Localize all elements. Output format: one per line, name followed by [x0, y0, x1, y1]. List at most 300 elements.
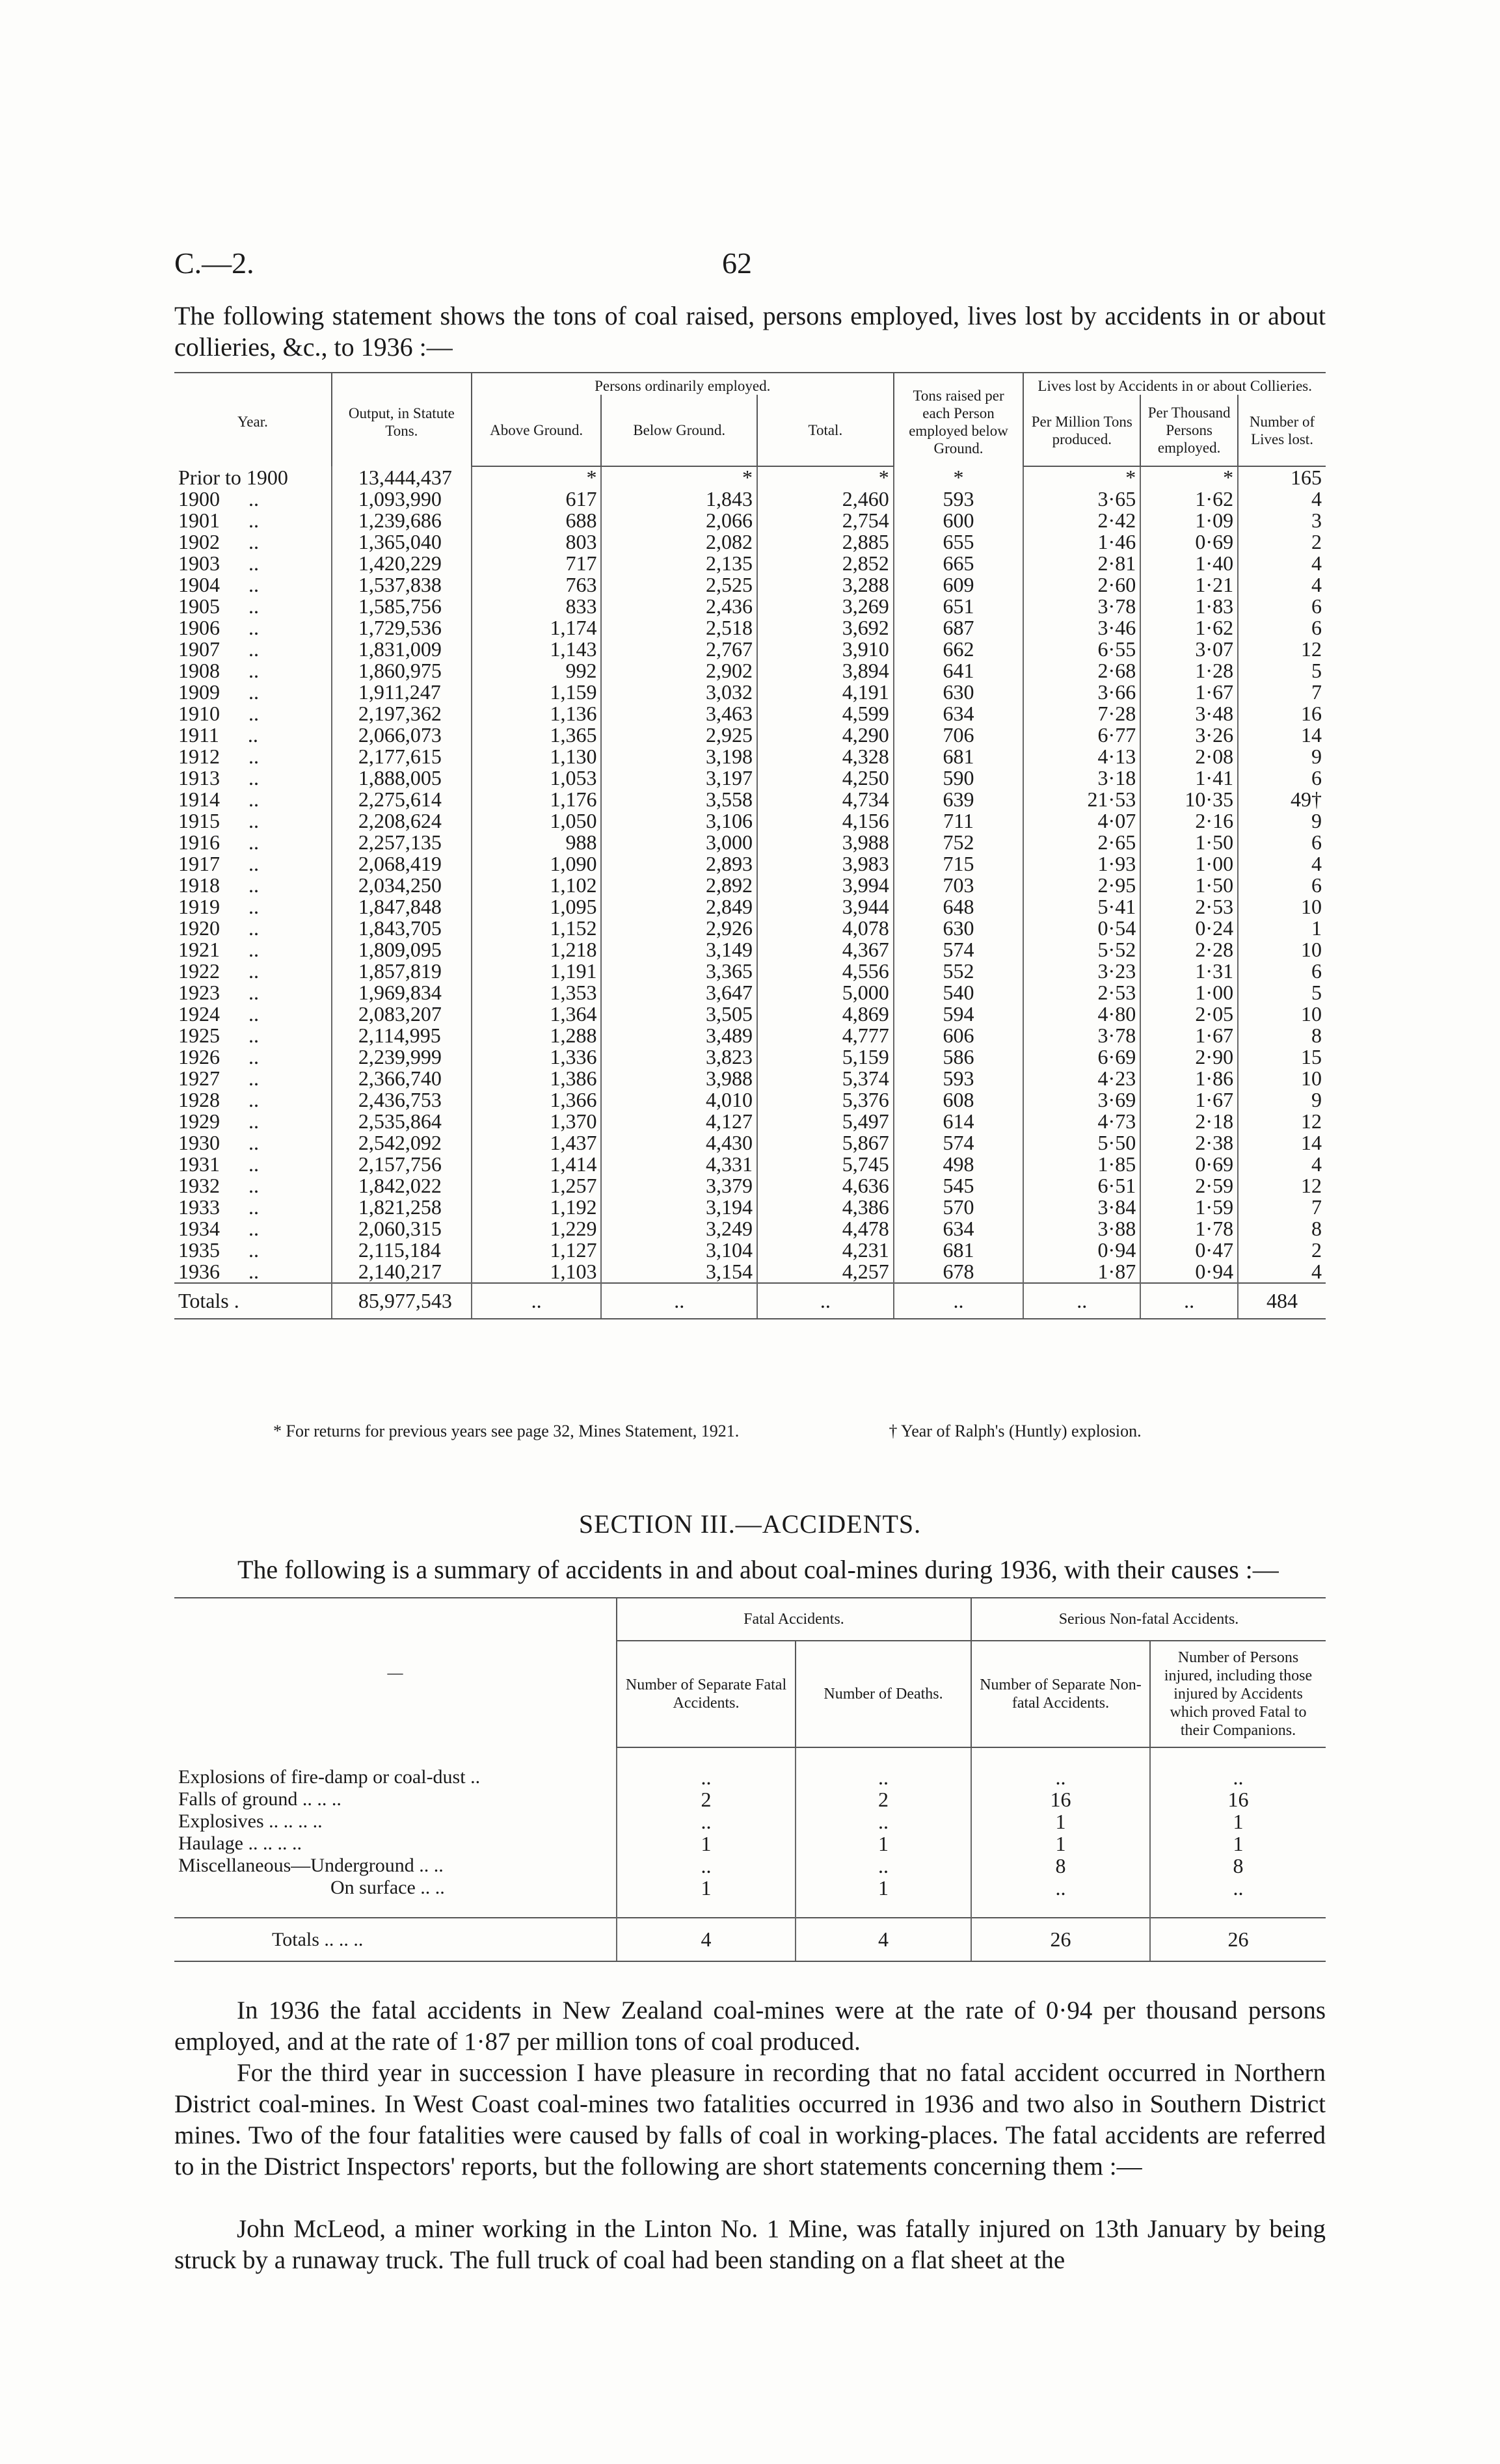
- output-cell: 2,436,753: [332, 1089, 472, 1111]
- output-cell: 2,239,999: [332, 1046, 472, 1068]
- table-row: [174, 1046, 1326, 1068]
- below-ground-cell: 3,505: [601, 1003, 757, 1025]
- output-cell: 2,208,624: [332, 810, 472, 832]
- table-row: [174, 1003, 1326, 1025]
- per-million-cell: 6·69: [1023, 1046, 1140, 1068]
- per-million-cell: 3·23: [1023, 960, 1140, 982]
- above-ground-cell: 1,366: [472, 1089, 602, 1111]
- output-cell: 1,729,536: [332, 617, 472, 639]
- year-cell: 1927 ..: [178, 1066, 259, 1090]
- below-ground-cell: *: [601, 466, 757, 488]
- output-cell: 1,857,819: [332, 960, 472, 982]
- table-row: [174, 703, 1326, 724]
- persons-injured-cell: 8: [1150, 1855, 1326, 1877]
- table-row: [174, 1261, 1326, 1283]
- output-cell: 1,911,247: [332, 682, 472, 703]
- per-thousand-cell: 3·48: [1140, 703, 1238, 724]
- per-million-cell: 6·51: [1023, 1175, 1140, 1197]
- accident-row: [174, 1766, 1326, 1788]
- tons-raised-cell: 665: [894, 553, 1024, 574]
- below-ground-cell: 3,249: [601, 1218, 757, 1239]
- tons-raised-cell: 608: [894, 1089, 1024, 1111]
- table-row: [174, 1239, 1326, 1261]
- year-cell: 1904 ..: [178, 573, 259, 596]
- tons-raised-cell: 606: [894, 1025, 1024, 1046]
- section-title: SECTION III.—ACCIDENTS.: [578, 1509, 922, 1539]
- table-row: [174, 789, 1326, 810]
- table-row: [174, 896, 1326, 918]
- above-ground-cell: 1,414: [472, 1154, 602, 1175]
- intro-paragraph: The following statement shows the tons of coal raised, persons employed, lives lost by accidents in or about collieries, &c., to 1936 :—: [174, 301, 1326, 362]
- cause-label: Explosions of fire-damp or coal-dust ..: [178, 1766, 481, 1788]
- tons-raised-cell: 687: [894, 617, 1024, 639]
- below-ground-cell: 2,767: [601, 639, 757, 660]
- deaths-cell: 1: [796, 1877, 971, 1899]
- tons-raised-cell: 651: [894, 596, 1024, 617]
- lives-lost-cell: 6: [1238, 832, 1326, 853]
- totals-output: 85,977,543: [332, 1283, 472, 1319]
- total-cell: 4,156: [757, 810, 894, 832]
- year-cell: 1908 ..: [178, 659, 259, 682]
- tons-raised-cell: 655: [894, 531, 1024, 553]
- year-cell: Prior to 1900: [178, 465, 288, 489]
- output-cell: 2,197,362: [332, 703, 472, 724]
- per-thousand-cell: 1·09: [1140, 510, 1238, 531]
- separate-fatal-cell: ..: [617, 1855, 796, 1877]
- below-ground-cell: 3,463: [601, 703, 757, 724]
- table-row: [174, 832, 1326, 853]
- accident-totals-label: Totals .. .. ..: [174, 1918, 617, 1961]
- per-thousand-cell: 0·69: [1140, 531, 1238, 553]
- tons-raised-cell: 630: [894, 918, 1024, 939]
- below-ground-cell: 3,154: [601, 1261, 757, 1283]
- per-million-cell: 3·69: [1023, 1089, 1140, 1111]
- accident-row: [174, 1788, 1326, 1810]
- footnote-dagger: † Year of Ralph's (Huntly) explosion.: [889, 1422, 1142, 1440]
- lives-lost-cell: 6: [1238, 875, 1326, 896]
- per-million-cell: 4·07: [1023, 810, 1140, 832]
- per-million-cell: 21·53: [1023, 789, 1140, 810]
- table-row: [174, 639, 1326, 660]
- table-row: [174, 1197, 1326, 1218]
- cause-label: On surface .. ..: [330, 1877, 445, 1898]
- below-ground-cell: 4,127: [601, 1111, 757, 1132]
- total-cell: 4,599: [757, 703, 894, 724]
- accident-totals-cell: 4: [796, 1918, 971, 1961]
- tons-raised-cell: 545: [894, 1175, 1024, 1197]
- above-ground-cell: 1,365: [472, 724, 602, 746]
- per-thousand-cell: 1·40: [1140, 553, 1238, 574]
- spacer-row: [174, 1747, 1326, 1766]
- year-cell: 1917 ..: [178, 852, 259, 875]
- year-cell: 1930 ..: [178, 1131, 259, 1154]
- output-cell: 2,066,073: [332, 724, 472, 746]
- per-million-cell: 2·68: [1023, 660, 1140, 682]
- col-number-lost: Number of Lives lost.: [1238, 395, 1326, 466]
- lives-lost-cell: 7: [1238, 682, 1326, 703]
- above-ground-cell: 1,174: [472, 617, 602, 639]
- per-thousand-cell: 2·53: [1140, 896, 1238, 918]
- accident-totals-cell: 26: [1150, 1918, 1326, 1961]
- cause-label: Miscellaneous—Underground .. ..: [178, 1855, 444, 1876]
- per-million-cell: 3·66: [1023, 682, 1140, 703]
- col-cause: —: [174, 1598, 617, 1747]
- col-lives-lost-group: Lives lost by Accidents in or about Collieries.: [1023, 373, 1326, 395]
- per-million-cell: 3·78: [1023, 596, 1140, 617]
- deaths-cell: 2: [796, 1788, 971, 1810]
- total-cell: 5,000: [757, 982, 894, 1003]
- table-row: [174, 939, 1326, 960]
- lives-lost-cell: 12: [1238, 639, 1326, 660]
- below-ground-cell: 3,032: [601, 682, 757, 703]
- per-thousand-cell: 2·08: [1140, 746, 1238, 767]
- tons-raised-cell: 641: [894, 660, 1024, 682]
- above-ground-cell: 1,191: [472, 960, 602, 982]
- tons-raised-cell: 681: [894, 1239, 1024, 1261]
- deaths-cell: 1: [796, 1833, 971, 1855]
- total-cell: 3,994: [757, 875, 894, 896]
- tons-raised-cell: 703: [894, 875, 1024, 896]
- year-cell: 1905 ..: [178, 594, 259, 618]
- year-cell: 1932 ..: [178, 1174, 259, 1197]
- tons-raised-cell: 715: [894, 853, 1024, 875]
- above-ground-cell: 1,102: [472, 875, 602, 896]
- total-cell: 5,867: [757, 1132, 894, 1154]
- lives-lost-cell: 16: [1238, 703, 1326, 724]
- table-row: [174, 918, 1326, 939]
- below-ground-cell: 3,823: [601, 1046, 757, 1068]
- below-ground-cell: 2,892: [601, 875, 757, 896]
- year-cell: 1902 ..: [178, 530, 259, 553]
- separate-nonfatal-cell: 16: [971, 1788, 1150, 1810]
- output-cell: 1,809,095: [332, 939, 472, 960]
- col-serious-group: Serious Non-fatal Accidents.: [971, 1598, 1326, 1641]
- output-cell: 2,068,419: [332, 853, 472, 875]
- tons-raised-cell: 648: [894, 896, 1024, 918]
- tons-raised-cell: 634: [894, 1218, 1024, 1239]
- output-cell: 2,257,135: [332, 832, 472, 853]
- per-thousand-cell: 0·69: [1140, 1154, 1238, 1175]
- table-row: [174, 1089, 1326, 1111]
- tons-raised-cell: 752: [894, 832, 1024, 853]
- total-cell: 4,636: [757, 1175, 894, 1197]
- per-thousand-cell: 1·41: [1140, 767, 1238, 789]
- year-cell: 1935 ..: [178, 1238, 259, 1262]
- lives-lost-cell: 10: [1238, 896, 1326, 918]
- separate-fatal-cell: ..: [617, 1810, 796, 1833]
- lives-lost-cell: 9: [1238, 746, 1326, 767]
- total-cell: 4,869: [757, 1003, 894, 1025]
- totals-cell: ..: [601, 1283, 757, 1319]
- per-million-cell: 4·73: [1023, 1111, 1140, 1132]
- below-ground-cell: 4,010: [601, 1089, 757, 1111]
- deaths-cell: ..: [796, 1810, 971, 1833]
- above-ground-cell: 1,050: [472, 810, 602, 832]
- cause-label: Haulage .. .. .. ..: [178, 1833, 302, 1854]
- per-thousand-cell: 2·16: [1140, 810, 1238, 832]
- lives-lost-cell: 8: [1238, 1218, 1326, 1239]
- per-thousand-cell: 10·35: [1140, 789, 1238, 810]
- lives-lost-cell: 2: [1238, 1239, 1326, 1261]
- per-million-cell: 6·77: [1023, 724, 1140, 746]
- lives-lost-cell: 5: [1238, 982, 1326, 1003]
- above-ground-cell: 1,090: [472, 853, 602, 875]
- per-million-cell: 1·93: [1023, 853, 1140, 875]
- total-cell: 5,374: [757, 1068, 894, 1089]
- below-ground-cell: 3,104: [601, 1239, 757, 1261]
- per-thousand-cell: 1·00: [1140, 853, 1238, 875]
- above-ground-cell: *: [472, 466, 602, 488]
- lives-lost-cell: 10: [1238, 1068, 1326, 1089]
- per-thousand-cell: 1·62: [1140, 617, 1238, 639]
- persons-injured-cell: 1: [1150, 1833, 1326, 1855]
- paragraph-districts: For the third year in succession I have pleasure in recording that no fatal accident occurred in Northern District coal-mines. In West Coast coal-mines two fatalities occurred in 1936 and two also in Southern District mines. Two of the four fatalities were caused by falls of coal in working-places. The fatal accidents are referred to in the District Inspectors' reports, but the following are short statements concerning them :—: [174, 2059, 1326, 2180]
- above-ground-cell: 763: [472, 574, 602, 596]
- total-cell: 5,376: [757, 1089, 894, 1111]
- lives-lost-cell: 4: [1238, 1261, 1326, 1283]
- output-cell: 1,365,040: [332, 531, 472, 553]
- lives-lost-cell: 6: [1238, 767, 1326, 789]
- table-row: [174, 574, 1326, 596]
- year-cell: 1918 ..: [178, 873, 259, 897]
- cause-label: Explosives .. .. .. ..: [178, 1810, 323, 1832]
- accident-row: [174, 1877, 1326, 1899]
- totals-cell: ..: [757, 1283, 894, 1319]
- year-cell: 1913 ..: [178, 766, 259, 789]
- per-million-cell: 1·87: [1023, 1261, 1140, 1283]
- per-thousand-cell: 2·90: [1140, 1046, 1238, 1068]
- table-row: [174, 617, 1326, 639]
- separate-nonfatal-cell: ..: [971, 1877, 1150, 1899]
- year-cell: 1919 ..: [178, 895, 259, 918]
- year-cell: 1920 ..: [178, 916, 259, 940]
- above-ground-cell: 1,364: [472, 1003, 602, 1025]
- year-cell: 1928 ..: [178, 1088, 259, 1111]
- total-cell: 2,852: [757, 553, 894, 574]
- per-million-cell: 6·55: [1023, 639, 1140, 660]
- output-cell: 1,821,258: [332, 1197, 472, 1218]
- total-cell: 3,894: [757, 660, 894, 682]
- year-cell: 1903 ..: [178, 551, 259, 575]
- spacer-row: [174, 1899, 1326, 1918]
- above-ground-cell: 1,130: [472, 746, 602, 767]
- per-million-cell: 2·65: [1023, 832, 1140, 853]
- per-million-cell: *: [1023, 466, 1140, 488]
- per-thousand-cell: *: [1140, 466, 1238, 488]
- persons-injured-cell: ..: [1150, 1877, 1326, 1899]
- per-thousand-cell: 3·26: [1140, 724, 1238, 746]
- paragraph-rates: In 1936 the fatal accidents in New Zealand coal-mines were at the rate of 0·94 per thousand persons employed, and at the rate of 1·87 per million tons of coal produced.: [174, 1996, 1326, 2056]
- total-cell: 3,288: [757, 574, 894, 596]
- total-cell: 4,386: [757, 1197, 894, 1218]
- per-million-cell: 0·94: [1023, 1239, 1140, 1261]
- output-cell: 1,537,838: [332, 574, 472, 596]
- lives-lost-cell: 9: [1238, 810, 1326, 832]
- total-cell: 3,269: [757, 596, 894, 617]
- year-cell: 1907 ..: [178, 637, 259, 661]
- table-row: [174, 746, 1326, 767]
- output-cell: 2,060,315: [332, 1218, 472, 1239]
- col-per-million: Per Million Tons produced.: [1023, 395, 1140, 466]
- tons-raised-cell: 574: [894, 939, 1024, 960]
- table-row: [174, 1154, 1326, 1175]
- below-ground-cell: 2,849: [601, 896, 757, 918]
- lives-lost-cell: 12: [1238, 1111, 1326, 1132]
- separate-fatal-cell: 2: [617, 1788, 796, 1810]
- table-row: [174, 1025, 1326, 1046]
- year-cell: 1916 ..: [178, 830, 259, 854]
- tons-raised-cell: 540: [894, 982, 1024, 1003]
- per-thousand-cell: 0·24: [1140, 918, 1238, 939]
- lives-lost-cell: 6: [1238, 617, 1326, 639]
- output-cell: 1,969,834: [332, 982, 472, 1003]
- below-ground-cell: 2,902: [601, 660, 757, 682]
- persons-injured-cell: 1: [1150, 1810, 1326, 1833]
- output-cell: 2,140,217: [332, 1261, 472, 1283]
- totals-label: Totals .: [174, 1283, 332, 1319]
- above-ground-cell: 1,095: [472, 896, 602, 918]
- total-cell: 4,777: [757, 1025, 894, 1046]
- year-cell: 1910 ..: [178, 702, 259, 725]
- lives-lost-cell: 6: [1238, 960, 1326, 982]
- above-ground-cell: 1,143: [472, 639, 602, 660]
- output-cell: 1,843,705: [332, 918, 472, 939]
- table-row: [174, 724, 1326, 746]
- per-million-cell: 5·50: [1023, 1132, 1140, 1154]
- tons-raised-cell: 586: [894, 1046, 1024, 1068]
- per-thousand-cell: 3·07: [1140, 639, 1238, 660]
- table-row: [174, 682, 1326, 703]
- above-ground-cell: 1,192: [472, 1197, 602, 1218]
- above-ground-cell: 1,053: [472, 767, 602, 789]
- lives-lost-cell: 7: [1238, 1197, 1326, 1218]
- year-cell: 1936 ..: [178, 1260, 259, 1283]
- per-million-cell: 2·95: [1023, 875, 1140, 896]
- total-cell: 4,478: [757, 1218, 894, 1239]
- year-cell: 1909 ..: [178, 680, 259, 704]
- below-ground-cell: 2,525: [601, 574, 757, 596]
- footnotes: [273, 1422, 1314, 1441]
- per-million-cell: 3·88: [1023, 1218, 1140, 1239]
- per-million-cell: 1·85: [1023, 1154, 1140, 1175]
- footnote-star: * For returns for previous years see page 32, Mines Statement, 1921.: [273, 1422, 740, 1440]
- below-ground-cell: 2,518: [601, 617, 757, 639]
- per-thousand-cell: 2·05: [1140, 1003, 1238, 1025]
- col-tons-raised: Tons raised per each Person employed below Ground.: [894, 373, 1024, 466]
- below-ground-cell: 2,925: [601, 724, 757, 746]
- tons-raised-cell: *: [894, 466, 1024, 488]
- per-thousand-cell: 1·31: [1140, 960, 1238, 982]
- output-cell: 1,093,990: [332, 488, 472, 510]
- col-separate-fatal: Number of Separate Fatal Accidents.: [617, 1641, 796, 1747]
- total-cell: 4,367: [757, 939, 894, 960]
- above-ground-cell: 1,159: [472, 682, 602, 703]
- year-cell: 1912 ..: [178, 745, 259, 768]
- cause-label: Falls of ground .. .. ..: [178, 1788, 342, 1810]
- tons-raised-cell: 681: [894, 746, 1024, 767]
- separate-nonfatal-cell: 1: [971, 1810, 1150, 1833]
- above-ground-cell: 1,229: [472, 1218, 602, 1239]
- below-ground-cell: 3,365: [601, 960, 757, 982]
- below-ground-cell: 3,000: [601, 832, 757, 853]
- total-cell: 4,257: [757, 1261, 894, 1283]
- above-ground-cell: 717: [472, 553, 602, 574]
- output-cell: 2,275,614: [332, 789, 472, 810]
- accident-row: [174, 1810, 1326, 1833]
- col-persons-group: Persons ordinarily employed.: [472, 373, 894, 395]
- total-cell: 4,231: [757, 1239, 894, 1261]
- tons-raised-cell: 609: [894, 574, 1024, 596]
- per-million-cell: 3·65: [1023, 488, 1140, 510]
- table-row: [174, 531, 1326, 553]
- totals-cell: ..: [472, 1283, 602, 1319]
- above-ground-cell: 688: [472, 510, 602, 531]
- lives-lost-cell: 15: [1238, 1046, 1326, 1068]
- output-cell: 2,542,092: [332, 1132, 472, 1154]
- totals-cell: ..: [894, 1283, 1024, 1319]
- output-cell: 1,585,756: [332, 596, 472, 617]
- total-cell: 4,250: [757, 767, 894, 789]
- accident-row: [174, 1833, 1326, 1855]
- year-cell: 1921 ..: [178, 938, 259, 961]
- below-ground-cell: 3,194: [601, 1197, 757, 1218]
- per-million-cell: 4·23: [1023, 1068, 1140, 1089]
- output-cell: 2,115,184: [332, 1239, 472, 1261]
- below-ground-cell: 3,198: [601, 746, 757, 767]
- per-thousand-cell: 2·38: [1140, 1132, 1238, 1154]
- total-cell: 3,692: [757, 617, 894, 639]
- table-row: [174, 875, 1326, 896]
- output-cell: 1,860,975: [332, 660, 472, 682]
- lives-lost-cell: 5: [1238, 660, 1326, 682]
- output-cell: 2,034,250: [332, 875, 472, 896]
- accident-row: [174, 1855, 1326, 1877]
- table-row: [174, 1111, 1326, 1132]
- above-ground-cell: 1,353: [472, 982, 602, 1003]
- output-cell: 2,157,756: [332, 1154, 472, 1175]
- per-thousand-cell: 1·00: [1140, 982, 1238, 1003]
- year-cell: 1922 ..: [178, 959, 259, 983]
- total-cell: 4,734: [757, 789, 894, 810]
- col-year: Year.: [237, 414, 268, 430]
- output-cell: 1,842,022: [332, 1175, 472, 1197]
- totals-cell: ..: [1140, 1283, 1238, 1319]
- per-thousand-cell: 1·86: [1140, 1068, 1238, 1089]
- year-cell: 1906 ..: [178, 616, 259, 639]
- below-ground-cell: 3,489: [601, 1025, 757, 1046]
- year-cell: 1924 ..: [178, 1002, 259, 1026]
- tons-raised-cell: 570: [894, 1197, 1024, 1218]
- year-cell: 1911 ..: [178, 723, 258, 747]
- accident-totals-row: [174, 1918, 1326, 1961]
- below-ground-cell: 3,988: [601, 1068, 757, 1089]
- table-row: [174, 553, 1326, 574]
- total-cell: 3,910: [757, 639, 894, 660]
- per-thousand-cell: 1·59: [1140, 1197, 1238, 1218]
- lives-lost-cell: 165: [1238, 466, 1326, 488]
- paragraph-mcleod: John McLeod, a miner working in the Linton No. 1 Mine, was fatally injured on 13th January by being struck by a runaway truck. The full truck of coal had been standing on a flat sheet at the: [174, 2215, 1326, 2274]
- tons-raised-cell: 590: [894, 767, 1024, 789]
- totals-lives: 484: [1238, 1283, 1326, 1319]
- total-cell: 5,159: [757, 1046, 894, 1068]
- lives-lost-cell: 4: [1238, 574, 1326, 596]
- output-cell: 2,177,615: [332, 746, 472, 767]
- tons-raised-cell: 574: [894, 1132, 1024, 1154]
- lives-lost-cell: 14: [1238, 724, 1326, 746]
- year-cell: 1925 ..: [178, 1024, 259, 1047]
- col-output: Output, in Statute Tons.: [332, 373, 472, 466]
- year-cell: 1900 ..: [178, 487, 259, 510]
